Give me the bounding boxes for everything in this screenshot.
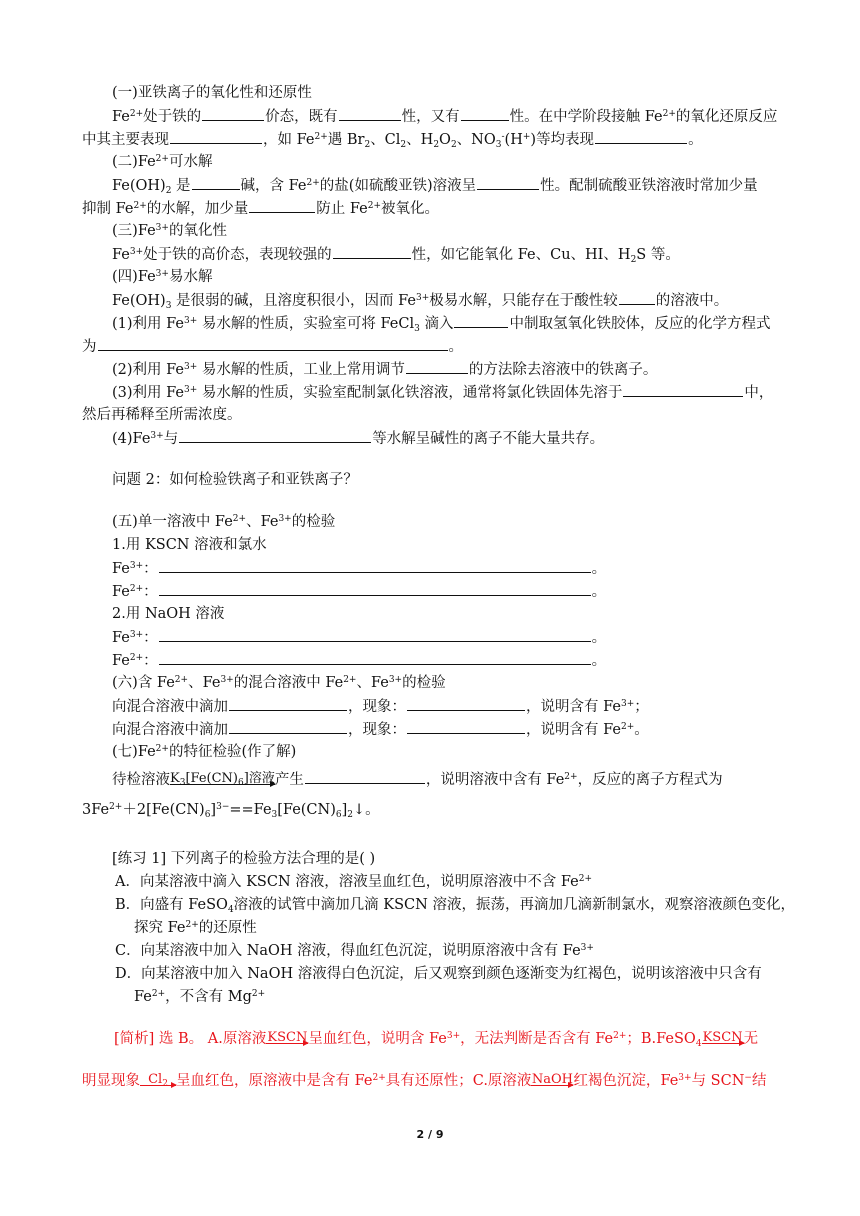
page-number: 2 / 9 (416, 1128, 444, 1141)
option-c: C．向某溶液中加入 NaOH 溶液，得血红色沉淀，说明原溶液中含有 $Fe^{3+}$ (115, 943, 594, 959)
reaction-arrow: $K_3[Fe(CN)_6]$溶液 (170, 771, 275, 788)
section-4-heading: (四)$Fe^{3+}$易水解 (112, 269, 213, 285)
section-1-heading: (一)亚铁离子的氧化性和还原性 (112, 85, 312, 101)
section-4-item-3-cont: 然后再稀释至所需浓度。 (82, 407, 242, 423)
section-4-item-2: (2)利用 $Fe^{3+}$ 易水解的性质，工业上常用调节 的方法除去溶液中的铁离子。 (112, 362, 658, 378)
section-3-heading: (三)$Fe^{3+}$的氧化性 (112, 223, 227, 239)
option-b-line-2: 探究 $Fe^{2+}$的还原性 (134, 920, 257, 936)
answer-line-1: [简析] 选 B。 A.原溶液 KSCN 呈血红色，说明含 $Fe^{3+}$，无法判断是否含有 $Fe^{2+}$；B.FeSO$_4$ KSCN 无 (114, 1030, 759, 1049)
question-2: 问题 2：如何检验铁离子和亚铁离子？ (112, 472, 358, 488)
section-7-equation: $3Fe^{2+}+2[Fe(CN)_6]^{3-}==Fe_3[Fe(CN)_6]_2↓$。 (82, 802, 380, 820)
fe2-naoh-line: $Fe^{2+}$： 。 (112, 653, 607, 669)
answer-line-2: 明显现象 $Cl_2$ 呈血红色，原溶液中是含有 $Fe^{2+}$具有还原性；C.原溶液 NaOH 红褐色沉淀，$Fe^{3+}$与 SCN−结 (82, 1072, 767, 1089)
section-4-line-1: $Fe(OH)_3$ 是很弱的碱，且溶度积很小，因而 $Fe^{3+}$极易水解，只能存在于酸性较 的溶液中。 (112, 293, 729, 311)
fe3-naoh-line: $Fe^{3+}$： 。 (112, 630, 607, 646)
section-7-heading: (七)$Fe^{2+}$的特征检验(作了解) (112, 744, 297, 760)
section-6-row-fe2: 向混合溶液中滴加 ，现象： ，说明含有 $Fe^{2+}$。 (112, 722, 649, 738)
section-6-heading: (六)含 $Fe^{2+}$、$Fe^{3+}$的混合溶液中 $Fe^{2+}$、$Fe^{3+}$的检验 (112, 675, 446, 691)
section-1-line-1: $Fe^{2+}$处于铁的 价态，既有 性，又有 性。在中学阶段接触 $Fe^{2+}$的氧化还原反应 (112, 109, 778, 125)
section-2-line-2: 抑制 $Fe^{2+}$的水解，加少量 防止 $Fe^{2+}$被氧化。 (82, 201, 439, 217)
arrow-cl2: $Cl_2$ (140, 1075, 176, 1089)
section-3-line-1: $Fe^{3+}$处于铁的高价态，表现较强的 性，如它能氧化 Fe、Cu、HI、$H_2S$ 等。 (112, 247, 680, 265)
section-6-row-fe3: 向混合溶液中滴加 ，现象： ，说明含有 $Fe^{3+}$； (112, 699, 649, 715)
section-4-item-1-cont: 为 。 (82, 339, 463, 355)
exercise-title: [练习 1] 下列离子的检验方法合理的是( ) (112, 851, 376, 867)
section-1-line-2: 中其主要表现 ，如 $Fe^{2+}$遇 $Br_2$、$Cl_2$、$H_2O_2$、$NO_3^-(H^+)$等均表现 。 (82, 132, 703, 150)
section-5-heading: (五)单一溶液中 $Fe^{2+}$、$Fe^{3+}$的检验 (112, 514, 336, 530)
option-a: A．向某溶液中滴入 KSCN 溶液，溶液呈血红色，说明原溶液中不含 $Fe^{2+}$ (115, 874, 592, 890)
section-4-item-3: (3)利用 $Fe^{3+}$ 易水解的性质，实验室配制氯化铁溶液，通常将氯化铁固体先溶于 中， (112, 385, 774, 401)
section-2-line-1: $Fe(OH)_2$ 是 碱，含 $Fe^{2+}$的盐(如硫酸亚铁)溶液呈 性。配制硫酸亚铁溶液时常加少量 (112, 178, 758, 196)
section-4-item-4: $(4)Fe^{3+}$与 等水解呈碱性的离子不能大量共存。 (112, 431, 605, 447)
fe3-kscn-line: $Fe^{3+}$： 。 (112, 561, 607, 577)
arrow-naoh: NaOH (531, 1072, 573, 1087)
option-d-line-2: $Fe^{2+}$，不含有 $Mg^{2+}$ (134, 989, 266, 1005)
section-5-method-2: 2.用 NaOH 溶液 (112, 606, 225, 622)
section-4-item-1: (1)利用 $Fe^{3+}$ 易水解的性质，实验室可将 FeCl$_3$ 滴入 中制取氢氧化铁胶体，反应的化学方程式 (112, 316, 771, 334)
section-5-method-1: 1.用 KSCN 溶液和氯水 (112, 537, 267, 553)
section-7-line-1: 待检溶液 $K_3[Fe(CN)_6]$溶液 产生 ，说明溶液中含有 $Fe^{2+}$，反应的离子方程式为 (112, 771, 723, 788)
option-d-line-1: D．向某溶液中加入 NaOH 溶液得白色沉淀，后又观察到颜色逐渐变为红褐色，说明该溶液中只含有 (115, 966, 762, 982)
section-2-heading: (二)$Fe^{2+}$可水解 (112, 154, 213, 170)
arrow-kscn-2: KSCN (702, 1030, 743, 1045)
fe2-kscn-line: $Fe^{2+}$： 。 (112, 584, 607, 600)
arrow-kscn-1: KSCN (267, 1030, 308, 1045)
option-b-line-1: B．向盛有 FeSO$_4$溶液的试管中滴加几滴 KSCN 溶液，振荡，再滴加几滴新制氯水，观察溶液颜色变化， (115, 897, 795, 915)
